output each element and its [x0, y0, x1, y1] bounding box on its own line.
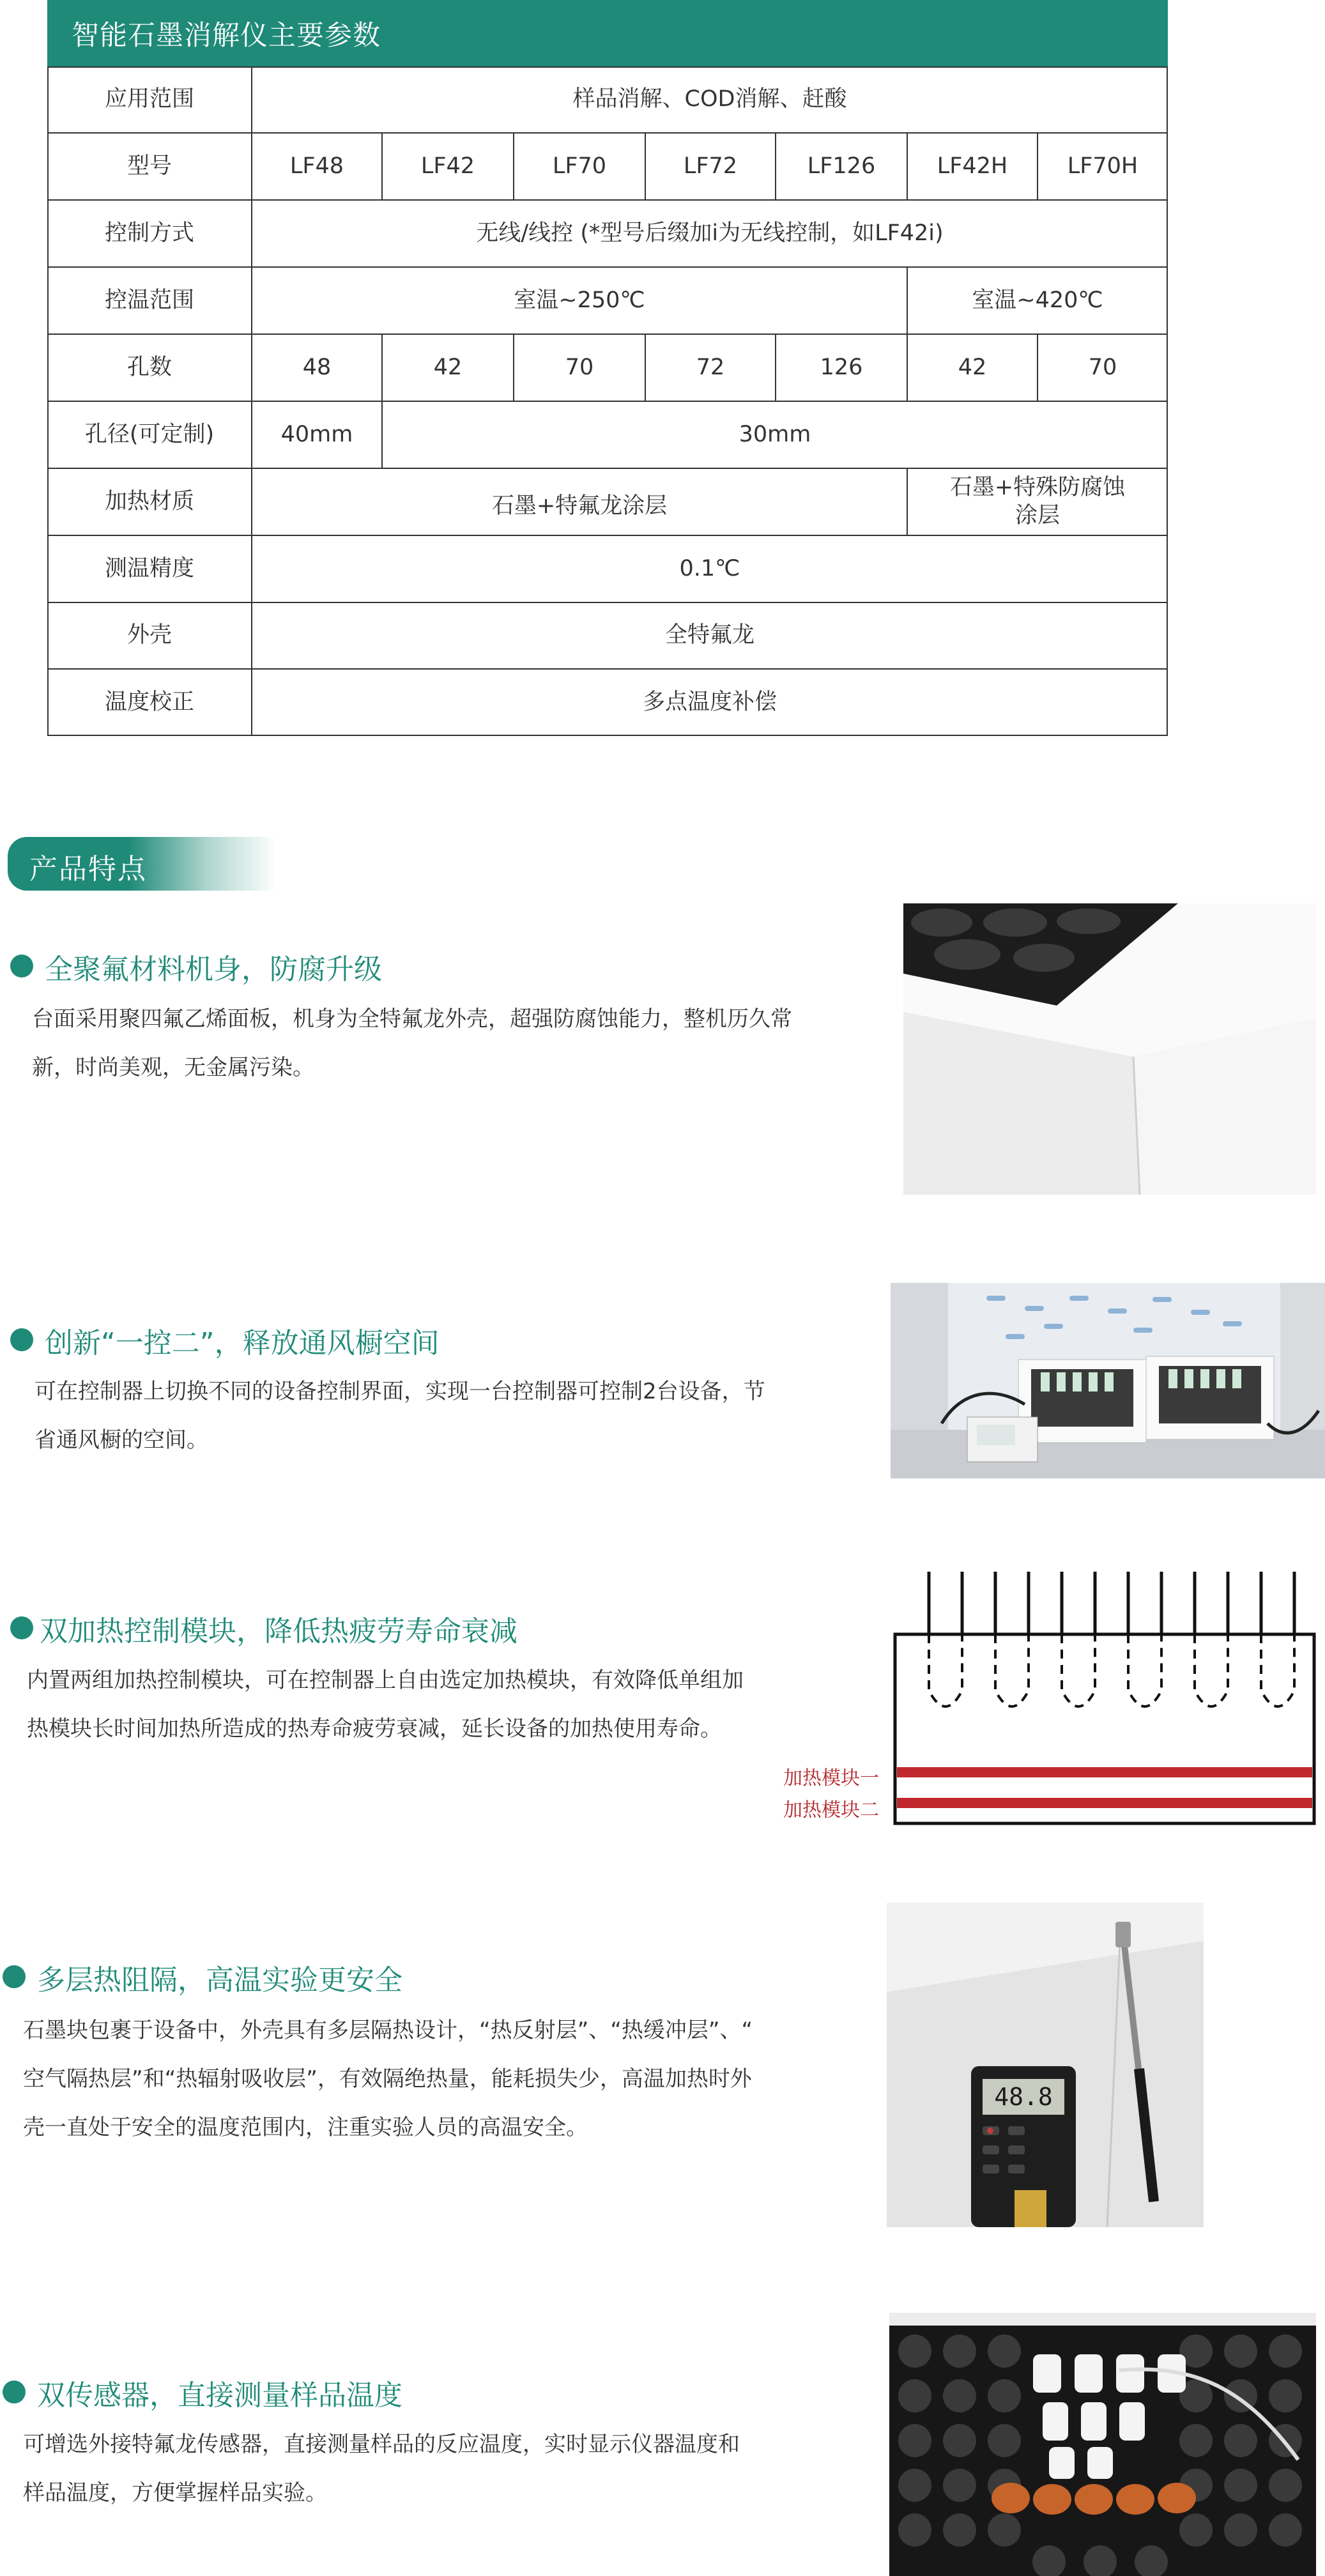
- spec-holes-cell: 42: [958, 354, 987, 380]
- heating-module-2-bar: [897, 1798, 1312, 1808]
- spec-value-bore-b: 30mm: [739, 421, 811, 447]
- feature-3-line-1: 内置两组加热控制模块，可在控制器上自由选定加热模块，有效降低单组加: [27, 1667, 744, 1693]
- spec-value-temp-range-b: 室温~420℃: [972, 287, 1103, 313]
- heating-module-2-label: 加热模块二: [783, 1799, 879, 1821]
- spec-holes-cell: 72: [696, 354, 725, 380]
- spec-model-cell: LF72: [683, 153, 738, 179]
- spec-table-title: 智能石墨消解仪主要参数: [72, 20, 381, 52]
- spec-holes-cell: 70: [1088, 354, 1117, 380]
- spec-label-material: 加热材质: [104, 488, 194, 514]
- feature-2-description: [34, 1367, 865, 1464]
- dual-sensor-photo: [889, 2313, 1316, 2576]
- feature-1-title: 全聚氟材料机身，防腐升级: [45, 953, 382, 986]
- spec-table: [47, 66, 1168, 736]
- spec-label-model: 型号: [126, 153, 172, 179]
- spec-holes-cell: 126: [820, 354, 863, 380]
- spec-value-accuracy: 0.1℃: [679, 555, 740, 581]
- spec-table-header: [47, 0, 1168, 66]
- spec-label-calibration: 温度校正: [104, 689, 194, 715]
- thermometer-test-photo: [887, 1903, 1204, 2227]
- feature-5-line-2: 样品温度，方便掌握样品实验。: [23, 2480, 327, 2506]
- feature-5-title: 双传感器，直接测量样品温度: [37, 2379, 402, 2412]
- spec-label-application: 应用范围: [104, 86, 194, 112]
- spec-label-holes: 孔数: [126, 354, 172, 380]
- features-section-tab: [8, 837, 276, 891]
- spec-label-bore: 孔径(可定制): [84, 421, 215, 447]
- feature-5-description: [23, 2420, 879, 2517]
- spec-model-cell: LF48: [289, 153, 344, 179]
- dual-heating-module-diagram: [893, 1569, 1316, 1827]
- feature-2-line-2: 省通风橱的空间。: [34, 1427, 208, 1453]
- spec-model-cell: LF42H: [937, 153, 1008, 179]
- heating-module-1-bar: [897, 1767, 1312, 1777]
- spec-value-bore-a: 40mm: [280, 421, 353, 447]
- feature-5-line-1: 可增选外接特氟龙传感器，直接测量样品的反应温度，实时显示仪器温度和: [23, 2432, 740, 2457]
- spec-value-control: 无线/线控 (*型号后缀加i为无线控制，如LF42i): [476, 220, 944, 246]
- teflon-body-photo: [903, 903, 1316, 1195]
- spec-holes-cell: 48: [302, 354, 332, 380]
- spec-model-cell: LF70: [552, 153, 607, 179]
- spec-label-temp-range: 控温范围: [104, 287, 194, 313]
- spec-model-cell: LF70H: [1067, 153, 1138, 179]
- feature-1-line-1: 台面采用聚四氟乙烯面板，机身为全特氟龙外壳，超强防腐蚀能力，整机历久常: [32, 1006, 792, 1032]
- feature-3-title: 双加热控制模块，降低热疲劳寿命衰减: [40, 1615, 517, 1648]
- spec-holes-cell: 42: [433, 354, 463, 380]
- spec-value-calibration: 多点温度补偿: [642, 689, 777, 715]
- spec-value-shell: 全特氟龙: [664, 622, 754, 648]
- feature-1-line-2: 新，时尚美观，无金属污染。: [32, 1055, 314, 1080]
- spec-value-temp-range-a: 室温~250℃: [514, 287, 645, 313]
- feature-1-description: [32, 995, 882, 1092]
- spec-value-material-b: 石墨+特殊防腐蚀涂层: [949, 474, 1126, 528]
- spec-model-cell: LF126: [807, 153, 876, 179]
- spec-label-shell: 外壳: [126, 622, 172, 648]
- feature-4-title: 多层热阻隔，高温实验更安全: [37, 1964, 402, 1997]
- feature-4-line-1: 石墨块包裹于设备中，外壳具有多层隔热设计，“热反射层”、“热缓冲层”、“: [23, 2018, 753, 2043]
- feature-3-description: [27, 1656, 870, 1753]
- spec-label-accuracy: 测温精度: [104, 555, 194, 581]
- feature-4-line-2: 空气隔热层”和“热辐射吸收层”，有效隔绝热量，能耗损失少，高温加热时外: [23, 2066, 752, 2092]
- feature-2-line-1: 可在控制器上切换不同的设备控制界面，实现一台控制器可控制2台设备，节: [34, 1379, 765, 1404]
- feature-4-line-3: 壳一直处于安全的温度范围内，注重实验人员的高温安全。: [23, 2115, 588, 2140]
- feature-4-description: [23, 2006, 879, 2152]
- spec-value-material-a: 石墨+特氟龙涂层: [491, 493, 668, 519]
- spec-holes-cell: 70: [565, 354, 594, 380]
- spec-model-cell: LF42: [420, 153, 475, 179]
- one-controller-two-devices-photo: [891, 1283, 1325, 1478]
- bullet-dot-icon: [10, 954, 33, 977]
- spec-value-application: 样品消解、COD消解、赶酸: [572, 86, 847, 112]
- bullet-dot-icon: [10, 1328, 33, 1351]
- bullet-dot-icon: [10, 1616, 33, 1639]
- meter-reading: 48.8: [994, 2083, 1053, 2111]
- spec-label-control: 控制方式: [104, 220, 194, 246]
- bullet-dot-icon: [3, 2380, 26, 2404]
- feature-2-title: 创新“一控二”，释放通风橱空间: [45, 1327, 440, 1360]
- bullet-dot-icon: [3, 1965, 26, 1988]
- feature-3-line-2: 热模块长时间加热所造成的热寿命疲劳衰减，延长设备的加热使用寿命。: [27, 1716, 722, 1742]
- heating-module-1-label: 加热模块一: [783, 1767, 879, 1790]
- features-section-title: 产品特点: [29, 853, 147, 885]
